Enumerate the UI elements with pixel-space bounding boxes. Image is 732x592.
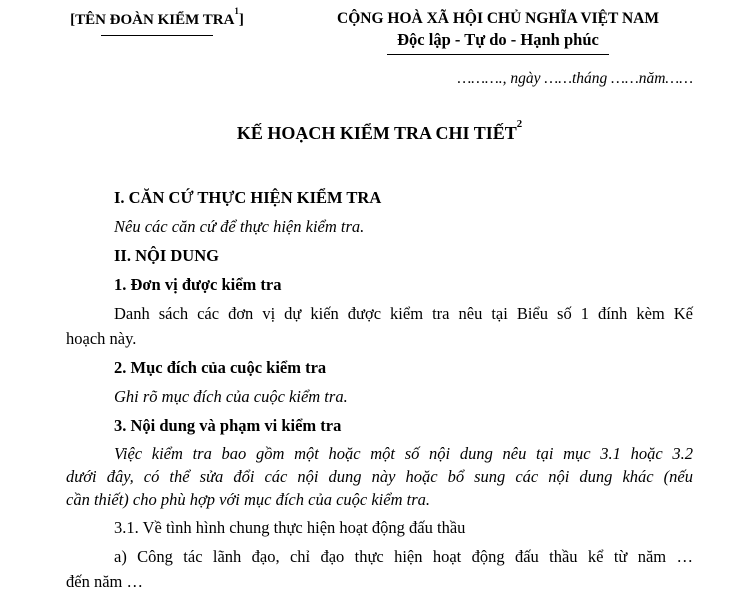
- issuing-body-underline: [101, 35, 213, 36]
- document-body: [66, 185, 693, 592]
- item-3-1-a-paragraph: [66, 544, 693, 592]
- issuing-body-block: [66, 5, 248, 36]
- national-motto: Độc lập - Tự do - Hạnh phúc: [397, 30, 599, 49]
- date-line: ………., ngày ……tháng ……năm……: [457, 70, 693, 87]
- item-2-note: Ghi rõ mục đích của cuộc kiểm tra.: [114, 387, 348, 406]
- paragraph-line: Việc kiểm tra bao gồm một hoặc một số nội dung nêu tại mục 3.1 hoặc 3.2: [114, 444, 693, 463]
- section-i-note: Nêu các căn cứ để thực hiện kiểm tra.: [114, 217, 365, 236]
- paragraph-line: a) Công tác lãnh đạo, chỉ đạo thực hiện hoạt động đấu thầu kể từ năm …: [114, 547, 693, 566]
- item-2-heading: 2. Mục đích của cuộc kiểm tra: [114, 358, 327, 377]
- national-header-block: [303, 8, 693, 89]
- section-ii-heading: II. NỘI DUNG: [114, 246, 219, 265]
- item-1-heading: 1. Đơn vị được kiểm tra: [114, 275, 282, 294]
- item-3-note: [66, 442, 693, 511]
- paragraph-line: Danh sách các đơn vị dự kiến được kiểm tra nêu tại Biểu số 1 đính kèm Kế: [114, 304, 693, 323]
- item-1-paragraph: [66, 301, 693, 351]
- national-title: CỘNG HOÀ XÃ HỘI CHỦ NGHĨA VIỆT NAM: [337, 10, 659, 27]
- paragraph-line: hoạch này.: [66, 329, 137, 348]
- section-i-heading: I. CĂN CỨ THỰC HIỆN KIỂM TRA: [114, 188, 382, 207]
- item-3-heading: 3. Nội dung và phạm vi kiểm tra: [114, 416, 342, 435]
- issuing-body-suffix: ]: [238, 12, 244, 28]
- issuing-body-text: [TÊN ĐOÀN KIỂM TRA: [70, 12, 235, 28]
- issuing-body-footnote-marker: 1: [234, 5, 239, 16]
- motto-underline: [387, 54, 609, 55]
- item-3-1-heading: 3.1. Về tình hình chung thực hiện hoạt động đấu thầu: [114, 518, 466, 537]
- document-header: [66, 5, 693, 89]
- document-title: [66, 118, 693, 144]
- paragraph-line: đến năm …: [66, 572, 143, 591]
- issuing-body-name: [66, 5, 248, 30]
- document-title-footnote-marker: 2: [516, 118, 523, 131]
- document-title-text: KẾ HOẠCH KIỂM TRA CHI TIẾT: [236, 123, 517, 143]
- paragraph-line: cần thiết) cho phù hợp với mục đích của cuộc kiểm tra.: [66, 490, 431, 509]
- paragraph-line: dưới đây, có thể sửa đổi các nội dung này hoặc bổ sung các nội dung khác (nếu: [66, 467, 693, 486]
